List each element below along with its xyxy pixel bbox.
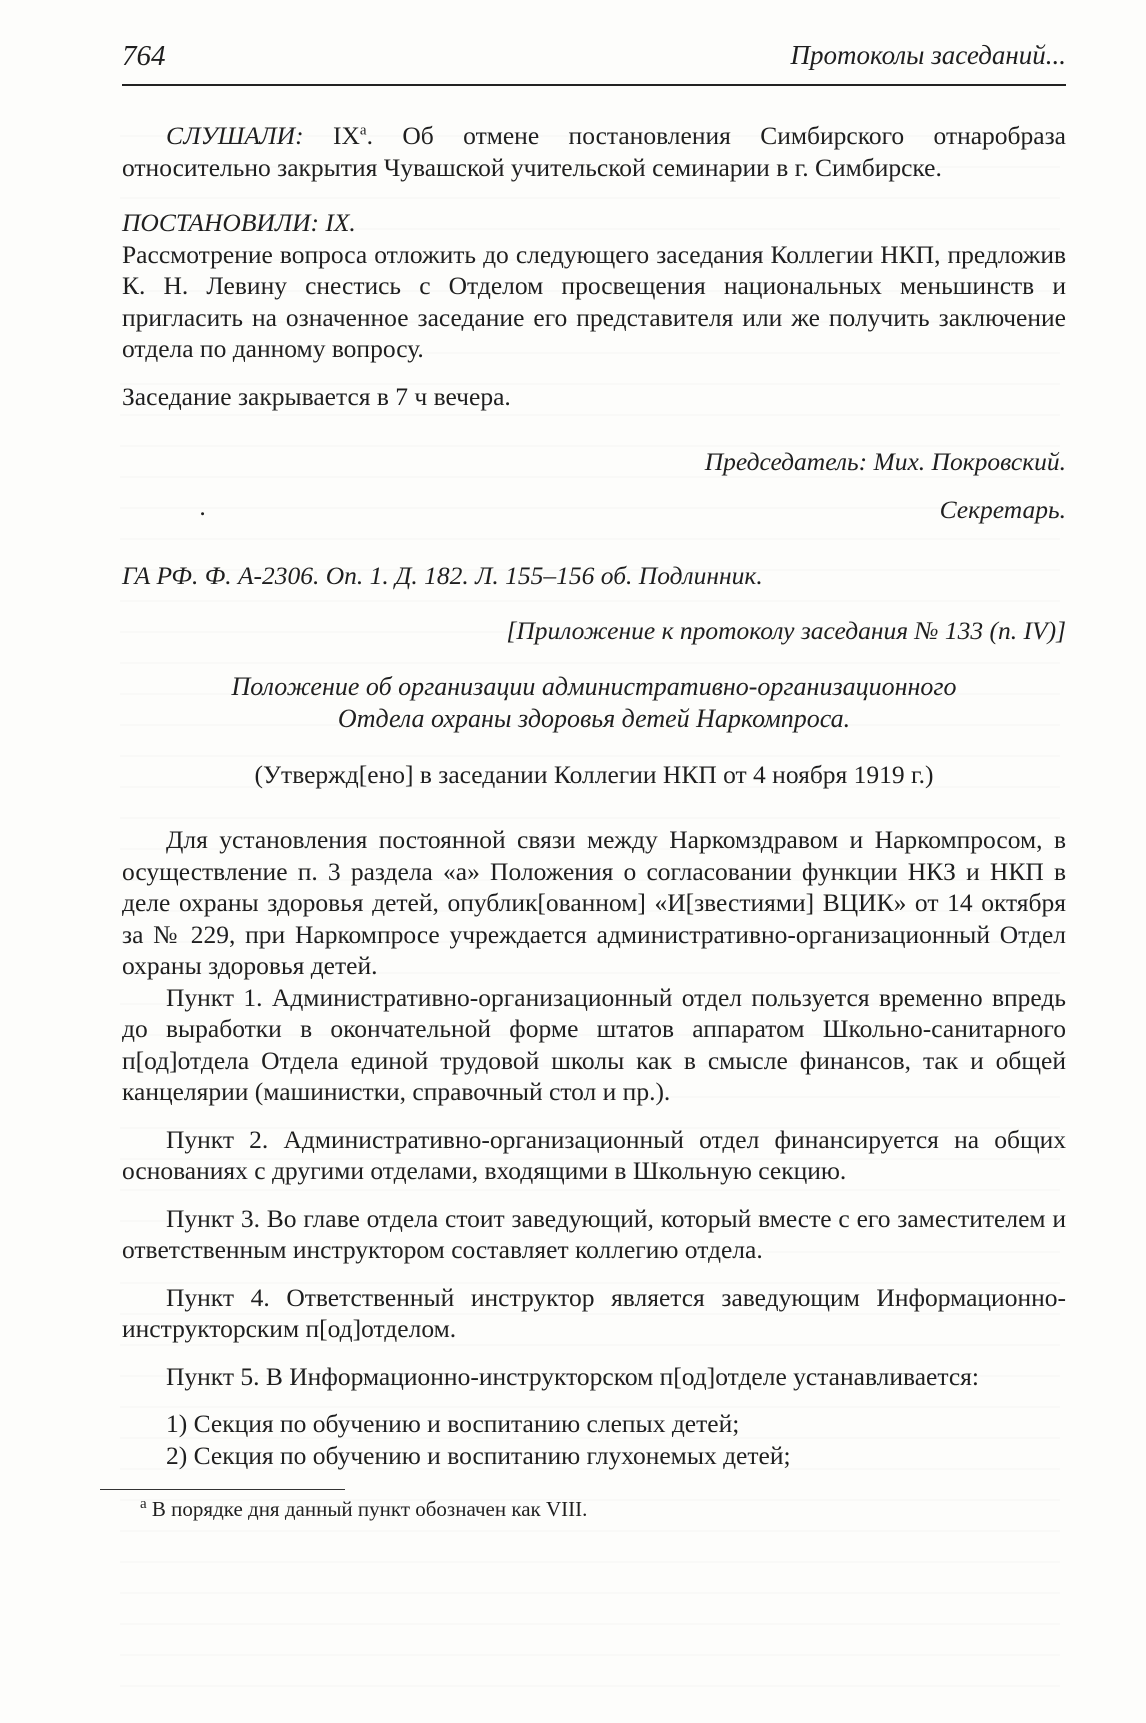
- point-3: Пункт 3. Во главе отдела стоит заведующий, который вместе с его заместителем и ответственным инструктором составляет коллегию отдела.: [122, 1203, 1066, 1264]
- point-5: Пункт 5. В Информационно-инструкторском п[од]отделе устанавливается:: [166, 1361, 979, 1391]
- regulation-title-line-2: Отдела охраны здоровья детей Наркомпроса.: [337, 703, 851, 733]
- footnote-mark: а: [140, 1496, 147, 1512]
- approval-note: (Утвержд[ено] в заседании Коллегии НКП от 4 ноября 1919 г.): [254, 759, 934, 789]
- intro-paragraph: Для установления постоянной связи между Наркомздравом и Наркомпросом, в осуществление п. 3 раздела «а» Положения о согласовании функции НКЗ и НКП в деле охраны здоровья детей, опублик[ованном] «И[звестиями] ВЦИК» от 14 октября за № 229, при Наркомпросе учреждается административно-организационный Отдел охраны здоровья детей.: [122, 825, 1066, 980]
- secretary-signature-line: [122, 491, 1066, 526]
- list-item: 2) Секция по обучению и воспитанию глухонемых детей;: [166, 1440, 791, 1470]
- list-item: 1) Секция по обучению и воспитанию слепых детей;: [166, 1409, 740, 1438]
- regulation-title-line-1: Положение об организации административно-организационного: [231, 671, 957, 701]
- footnote-ref: а: [359, 122, 367, 139]
- running-title: Протоколы заседаний...: [790, 40, 1066, 70]
- resolved-heading: ПОСТАНОВИЛИ: IX.: [122, 208, 356, 237]
- regulation-title: [122, 671, 1066, 735]
- running-header: [122, 38, 1066, 86]
- page-number: 764: [122, 40, 166, 72]
- closing-text: Заседание закрывается в 7 ч вечера.: [122, 381, 511, 411]
- point-1: Пункт 1. Административно-организационный отдел пользуется временно впредь до выработки в окончательной форме штатов аппаратом Школьно-санитарного п[од]отдела Отдела единой трудовой школы как в смысле финансов, так и общей канцелярии (машинистки, справочный стол и пр.).: [122, 982, 1066, 1106]
- heard-text: . Об отмене постановления Симбирского отнаробраза относительно закрытия Чувашской учительской семинарии в г. Симбирске.: [122, 121, 1066, 182]
- resolution-text: Рассмотрение вопроса отложить до следующего заседания Коллегии НКП, предложив К. Н. Левину снестись с Отделом просвещения национальных меньшинств и пригласить на означенное заседание его представителя или же получить заключение отдела по данному вопросу.: [122, 239, 1066, 363]
- heard-paragraph: СЛУШАЛИ: $IX^а$. Об отмене постановления Симбирского отнаробраза относительно закрытия Чувашской учительской семинарии в г. Симбирске.: [122, 121, 1066, 182]
- appendix-title: [Приложение к протоколу заседания № 133 (п. IV)]: [506, 616, 1066, 645]
- point-2: Пункт 2. Административно-организационный отдел финансируется на общих основаниях с другими отделами, входящими в Школьную секцию.: [122, 1124, 1066, 1185]
- heard-label: СЛУШАЛИ: [166, 121, 296, 150]
- item-number: IX: [333, 121, 360, 150]
- footnote-text: В порядке дня данный пункт обозначен как VIII.: [146, 1497, 588, 1521]
- page-content: [122, 120, 1066, 1522]
- chairman-signature: Председатель: Мих. Покровский.: [704, 447, 1066, 476]
- footnote: [140, 1496, 1066, 1522]
- footnote-divider: [100, 1489, 345, 1490]
- archive-reference: ГА РФ. Ф. А-2306. Оп. 1. Д. 182. Л. 155–156 об. Подлинник.: [122, 560, 763, 590]
- secretary-signature: Секретарь.: [939, 494, 1066, 524]
- secretary-dot: .: [200, 491, 207, 521]
- point-4: Пункт 4. Ответственный инструктор является заведующим Информационно-инструкторским п[од]отделом.: [122, 1282, 1066, 1343]
